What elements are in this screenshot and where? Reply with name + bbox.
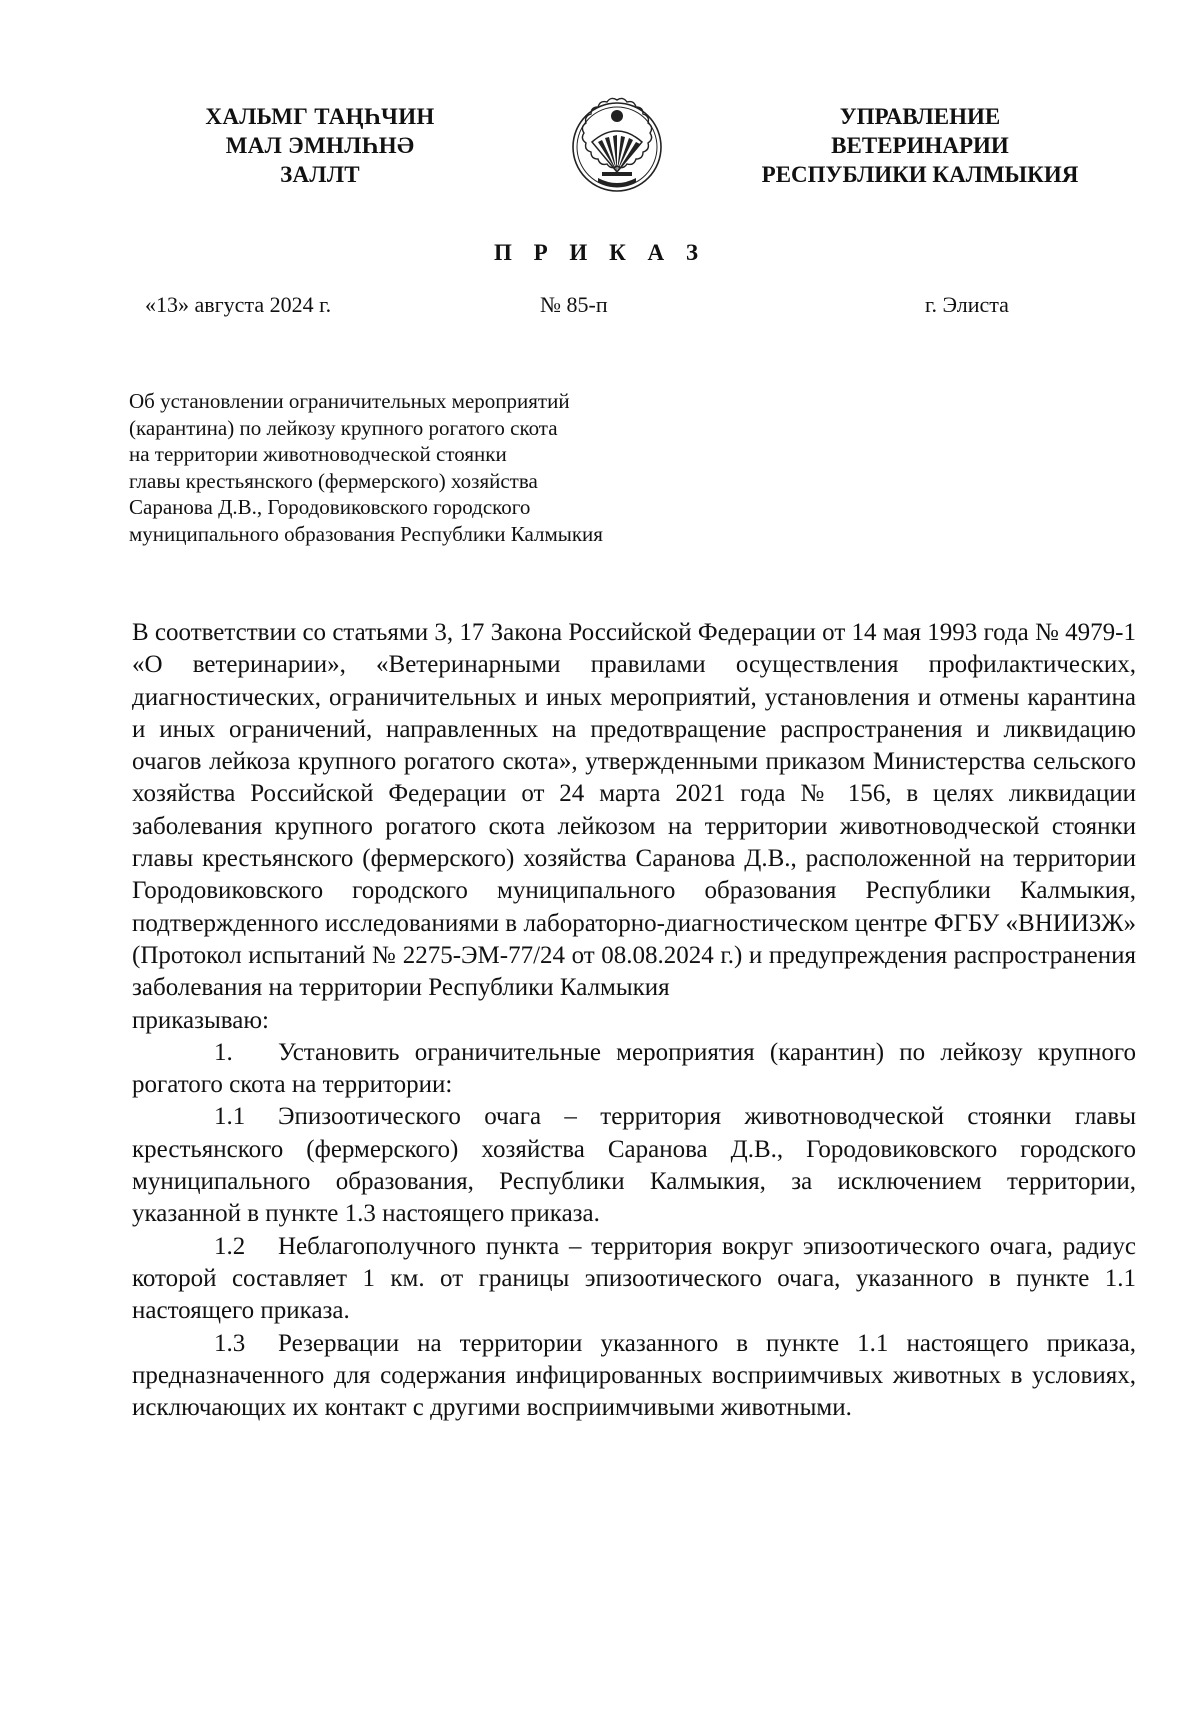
subject-line: муниципального образования Республики Калмыкия [129, 521, 603, 546]
order-item-1 [132, 1037, 1136, 1102]
subject-line: (карантина) по лейкозу крупного рогатого скота [129, 415, 558, 440]
header-kalmyk-line-1: ХАЛЬМГ ТАҢҺЧИН [205, 104, 435, 129]
order-word: приказываю: [132, 1006, 269, 1034]
document-date: «13» августа 2024 г. [145, 292, 332, 317]
order-item-1-1 [132, 1101, 1136, 1230]
order-item-1-3 [132, 1328, 1136, 1425]
header-russian [720, 102, 1120, 189]
document-subject [129, 388, 729, 547]
item-text: Резервации на территории указанного в пункте 1.1 настоящего приказа, предназначенного для содержания инфицированных восприимчивых животных в условиях, исключающих их контакт с другими восприимчивыми животными. [132, 1329, 1136, 1422]
coat-of-arms-icon [562, 92, 672, 202]
header-russian-line-1: УПРАВЛЕНИЕ [839, 104, 1001, 129]
document-body [132, 617, 1136, 1424]
header-russian-line-2: ВЕТЕРИНАРИИ [831, 133, 1009, 158]
subject-line: главы крестьянского (фермерского) хозяйства [129, 468, 538, 493]
header-kalmyk [190, 102, 450, 189]
item-text: Установить ограничительные мероприятия (карантин) по лейкозу крупного рогатого скота на территории: [132, 1038, 1136, 1099]
document-type-title: П Р И К А З [493, 240, 706, 265]
item-number: 1. [214, 1038, 233, 1066]
subject-line: Об установлении ограничительных мероприятий [129, 389, 570, 413]
subject-line: на территории животноводческой стоянки [129, 442, 507, 466]
subject-line: Саранова Д.В., Городовиковского городского [129, 495, 531, 519]
item-number: 1.1 [214, 1103, 246, 1131]
order-item-1-2 [132, 1231, 1136, 1328]
document-number: № 85-п [540, 292, 608, 317]
item-text: Эпизоотического очага – территория животноводческой стоянки главы крестьянского (фермерского) хозяйства Саранова Д.В., Городовиковского городского муниципального образования, Республики Калмыкия, за исключением территории, указанной в пункте 1.3 настоящего приказа. [132, 1103, 1136, 1228]
header-kalmyk-line-3: ЗАЛЛТ [280, 162, 360, 187]
header-kalmyk-line-2: МАЛ ЭМНЛҺНӘ [225, 133, 415, 158]
preamble-paragraph: В соответствии со статьями 3, 17 Закона Российской Федерации от 14 мая 1993 года № 4979-1 «О ветеринарии», «Ветеринарными правилами осуществления профилактических, диагностических, ограничительных и иных мероприятий, установления и отмены карантина и иных ограничений, направленных на предотвращение распространения и ликвидацию очагов лейкоза крупного рогатого скота», утвержденными приказом Министерства сельского хозяйства Российской Федерации от 24 марта 2021 года № 156, в целях ликвидации заболевания крупного рогатого скота лейкозом на территории животноводческой стоянки главы крестьянского (фермерского) хозяйства Саранова Д.В., расположенной на территории Городовиковского городского муниципального образования Республики Калмыкия, подтвержденного исследованиями в лабораторно-диагностическом центре ФГБУ «ВНИИЗЖ» (Протокол испытаний № 2275-ЭМ-77/24 от 08.08.2024 г.) и предупреждения распространения заболевания на территории Республики Калмыкия [132, 619, 1136, 1002]
item-number: 1.3 [214, 1329, 246, 1357]
item-text: Неблагополучного пункта – территория вокруг эпизоотического очага, радиус которой составляет 1 км. от границы эпизоотического очага, указанного в пункте 1.1 настоящего приказа. [132, 1232, 1136, 1325]
header-russian-line-3: РЕСПУБЛИКИ КАЛМЫКИЯ [761, 162, 1079, 187]
document-city: г. Элиста [925, 292, 1009, 317]
item-number: 1.2 [214, 1232, 246, 1260]
